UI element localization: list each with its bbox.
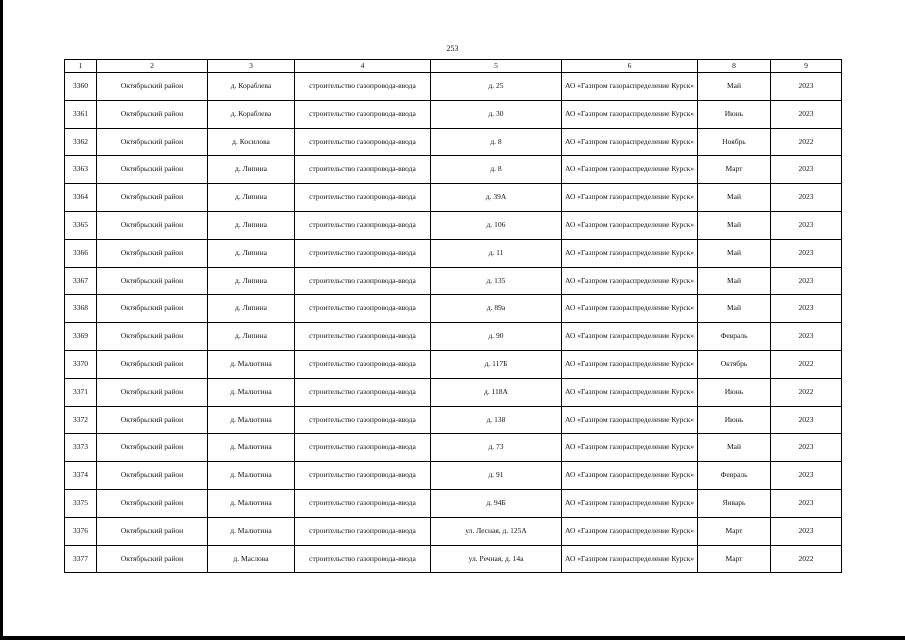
address-cell: д. 89а: [431, 295, 562, 323]
organization-cell: АО «Газпром газораспределение Курск»: [562, 517, 698, 545]
address-cell: д. 39А: [431, 184, 562, 212]
month-cell: Май: [698, 184, 771, 212]
organization-cell: АО «Газпром газораспределение Курск»: [562, 128, 698, 156]
district-cell: Октябрьский район: [97, 239, 208, 267]
settlement-cell: д. Липина: [208, 323, 295, 351]
district-cell: Октябрьский район: [97, 295, 208, 323]
row-number-cell: 3373: [65, 434, 97, 462]
table-body: [65, 73, 842, 573]
table-row: [65, 434, 842, 462]
organization-cell: АО «Газпром газораспределение Курск»: [562, 267, 698, 295]
row-number-cell: 3362: [65, 128, 97, 156]
district-cell: Октябрьский район: [97, 267, 208, 295]
address-cell: д. 91: [431, 462, 562, 490]
work-type-cell: строительство газопровода-ввода: [295, 211, 431, 239]
district-cell: Октябрьский район: [97, 156, 208, 184]
address-cell: д. 25: [431, 73, 562, 101]
settlement-cell: д. Кораблева: [208, 73, 295, 101]
header-col-9: 9: [771, 60, 842, 73]
district-cell: Октябрьский район: [97, 545, 208, 573]
month-cell: Июнь: [698, 406, 771, 434]
settlement-cell: д. Липина: [208, 211, 295, 239]
work-type-cell: строительство газопровода-ввода: [295, 489, 431, 517]
header-row: [65, 60, 842, 73]
organization-cell: АО «Газпром газораспределение Курск»: [562, 489, 698, 517]
work-type-cell: строительство газопровода-ввода: [295, 323, 431, 351]
year-cell: 2023: [771, 434, 842, 462]
settlement-cell: д. Малютина: [208, 462, 295, 490]
month-cell: Июнь: [698, 378, 771, 406]
header-col-5: 5: [431, 60, 562, 73]
address-cell: д. 94Б: [431, 489, 562, 517]
table-row: [65, 73, 842, 101]
organization-cell: АО «Газпром газораспределение Курск»: [562, 100, 698, 128]
header-col-6: 6: [562, 60, 698, 73]
district-cell: Октябрьский район: [97, 73, 208, 101]
scan-edge-left: [0, 0, 3, 640]
district-cell: Октябрьский район: [97, 489, 208, 517]
work-type-cell: строительство газопровода-ввода: [295, 184, 431, 212]
month-cell: Май: [698, 434, 771, 462]
settlement-cell: д. Малютина: [208, 350, 295, 378]
settlement-cell: д. Липина: [208, 267, 295, 295]
settlement-cell: д. Косилова: [208, 128, 295, 156]
work-type-cell: строительство газопровода-ввода: [295, 295, 431, 323]
address-cell: ул. Речная, д. 14а: [431, 545, 562, 573]
row-number-cell: 3377: [65, 545, 97, 573]
year-cell: 2023: [771, 100, 842, 128]
district-cell: Октябрьский район: [97, 406, 208, 434]
address-cell: д. 106: [431, 211, 562, 239]
organization-cell: АО «Газпром газораспределение Курск»: [562, 406, 698, 434]
work-type-cell: строительство газопровода-ввода: [295, 406, 431, 434]
year-cell: 2023: [771, 267, 842, 295]
row-number-cell: 3364: [65, 184, 97, 212]
table-row: [65, 184, 842, 212]
district-cell: Октябрьский район: [97, 378, 208, 406]
work-type-cell: строительство газопровода-ввода: [295, 462, 431, 490]
month-cell: Февраль: [698, 462, 771, 490]
table-row: [65, 323, 842, 351]
organization-cell: АО «Газпром газораспределение Курск»: [562, 350, 698, 378]
year-cell: 2022: [771, 350, 842, 378]
year-cell: 2023: [771, 295, 842, 323]
month-cell: Март: [698, 545, 771, 573]
month-cell: Январь: [698, 489, 771, 517]
address-cell: ул. Лесная, д. 125А: [431, 517, 562, 545]
district-cell: Октябрьский район: [97, 517, 208, 545]
row-number-cell: 3372: [65, 406, 97, 434]
organization-cell: АО «Газпром газораспределение Курск»: [562, 295, 698, 323]
row-number-cell: 3361: [65, 100, 97, 128]
settlement-cell: д. Малютина: [208, 517, 295, 545]
year-cell: 2023: [771, 239, 842, 267]
table-row: [65, 100, 842, 128]
district-cell: Октябрьский район: [97, 462, 208, 490]
scan-edge-bottom: [0, 636, 905, 640]
district-cell: Октябрьский район: [97, 350, 208, 378]
organization-cell: АО «Газпром газораспределение Курск»: [562, 239, 698, 267]
year-cell: 2022: [771, 378, 842, 406]
address-cell: д. 90: [431, 323, 562, 351]
row-number-cell: 3363: [65, 156, 97, 184]
address-cell: д. 135: [431, 267, 562, 295]
row-number-cell: 3369: [65, 323, 97, 351]
work-type-cell: строительство газопровода-ввода: [295, 128, 431, 156]
row-number-cell: 3368: [65, 295, 97, 323]
header-col-3: 3: [208, 60, 295, 73]
address-cell: д. 117Б: [431, 350, 562, 378]
work-type-cell: строительство газопровода-ввода: [295, 73, 431, 101]
year-cell: 2023: [771, 489, 842, 517]
table-row: [65, 517, 842, 545]
table-row: [65, 128, 842, 156]
row-number-cell: 3367: [65, 267, 97, 295]
settlement-cell: д. Малютина: [208, 378, 295, 406]
month-cell: Февраль: [698, 323, 771, 351]
organization-cell: АО «Газпром газораспределение Курск»: [562, 462, 698, 490]
table-row: [65, 489, 842, 517]
organization-cell: АО «Газпром газораспределение Курск»: [562, 184, 698, 212]
row-number-cell: 3376: [65, 517, 97, 545]
year-cell: 2023: [771, 156, 842, 184]
address-cell: д. 30: [431, 100, 562, 128]
year-cell: 2023: [771, 517, 842, 545]
year-cell: 2023: [771, 73, 842, 101]
row-number-cell: 3371: [65, 378, 97, 406]
work-type-cell: строительство газопровода-ввода: [295, 100, 431, 128]
district-cell: Октябрьский район: [97, 184, 208, 212]
month-cell: Март: [698, 156, 771, 184]
settlement-cell: д. Малютина: [208, 434, 295, 462]
year-cell: 2023: [771, 406, 842, 434]
row-number-cell: 3374: [65, 462, 97, 490]
table-row: [65, 378, 842, 406]
table-row: [65, 295, 842, 323]
year-cell: 2022: [771, 128, 842, 156]
table-row: [65, 545, 842, 573]
settlement-cell: д. Малютина: [208, 489, 295, 517]
table-row: [65, 239, 842, 267]
district-cell: Октябрьский район: [97, 323, 208, 351]
address-cell: д. 138: [431, 406, 562, 434]
header-col-2: 2: [97, 60, 208, 73]
organization-cell: АО «Газпром газораспределение Курск»: [562, 378, 698, 406]
year-cell: 2023: [771, 323, 842, 351]
settlement-cell: д. Малютина: [208, 406, 295, 434]
address-cell: д. 11: [431, 239, 562, 267]
work-type-cell: строительство газопровода-ввода: [295, 156, 431, 184]
month-cell: Март: [698, 517, 771, 545]
row-number-cell: 3370: [65, 350, 97, 378]
settlement-cell: д. Липина: [208, 184, 295, 212]
month-cell: Ноябрь: [698, 128, 771, 156]
header-col-8: 8: [698, 60, 771, 73]
organization-cell: АО «Газпром газораспределение Курск»: [562, 323, 698, 351]
address-cell: д. 8: [431, 156, 562, 184]
work-type-cell: строительство газопровода-ввода: [295, 350, 431, 378]
month-cell: Май: [698, 267, 771, 295]
organization-cell: АО «Газпром газораспределение Курск»: [562, 545, 698, 573]
settlement-cell: д. Липина: [208, 156, 295, 184]
district-cell: Октябрьский район: [97, 100, 208, 128]
month-cell: Октябрь: [698, 350, 771, 378]
organization-cell: АО «Газпром газораспределение Курск»: [562, 156, 698, 184]
address-cell: д. 8: [431, 128, 562, 156]
row-number-cell: 3375: [65, 489, 97, 517]
month-cell: Май: [698, 73, 771, 101]
district-cell: Октябрьский район: [97, 128, 208, 156]
work-type-cell: строительство газопровода-ввода: [295, 545, 431, 573]
page-number: 253: [446, 44, 459, 53]
organization-cell: АО «Газпром газораспределение Курск»: [562, 434, 698, 462]
organization-cell: АО «Газпром газораспределение Курск»: [562, 211, 698, 239]
settlement-cell: д. Маслова: [208, 545, 295, 573]
month-cell: Июнь: [698, 100, 771, 128]
month-cell: Май: [698, 239, 771, 267]
table-row: [65, 267, 842, 295]
table-row: [65, 462, 842, 490]
year-cell: 2023: [771, 462, 842, 490]
organization-cell: АО «Газпром газораспределение Курск»: [562, 73, 698, 101]
district-cell: Октябрьский район: [97, 211, 208, 239]
work-type-cell: строительство газопровода-ввода: [295, 239, 431, 267]
district-cell: Октябрьский район: [97, 434, 208, 462]
row-number-cell: 3360: [65, 73, 97, 101]
gasification-schedule-table: [64, 59, 842, 573]
month-cell: Май: [698, 211, 771, 239]
table-row: [65, 211, 842, 239]
address-cell: д. 73: [431, 434, 562, 462]
settlement-cell: д. Липина: [208, 295, 295, 323]
year-cell: 2023: [771, 184, 842, 212]
work-type-cell: строительство газопровода-ввода: [295, 378, 431, 406]
settlement-cell: д. Кораблева: [208, 100, 295, 128]
month-cell: Май: [698, 295, 771, 323]
address-cell: д. 118А: [431, 378, 562, 406]
year-cell: 2023: [771, 211, 842, 239]
row-number-cell: 3365: [65, 211, 97, 239]
table-row: [65, 406, 842, 434]
table-row: [65, 156, 842, 184]
year-cell: 2022: [771, 545, 842, 573]
settlement-cell: д. Липина: [208, 239, 295, 267]
header-col-1: 1: [65, 60, 97, 73]
header-col-4: 4: [295, 60, 431, 73]
table-row: [65, 350, 842, 378]
work-type-cell: строительство газопровода-ввода: [295, 517, 431, 545]
work-type-cell: строительство газопровода-ввода: [295, 267, 431, 295]
work-type-cell: строительство газопровода-ввода: [295, 434, 431, 462]
row-number-cell: 3366: [65, 239, 97, 267]
